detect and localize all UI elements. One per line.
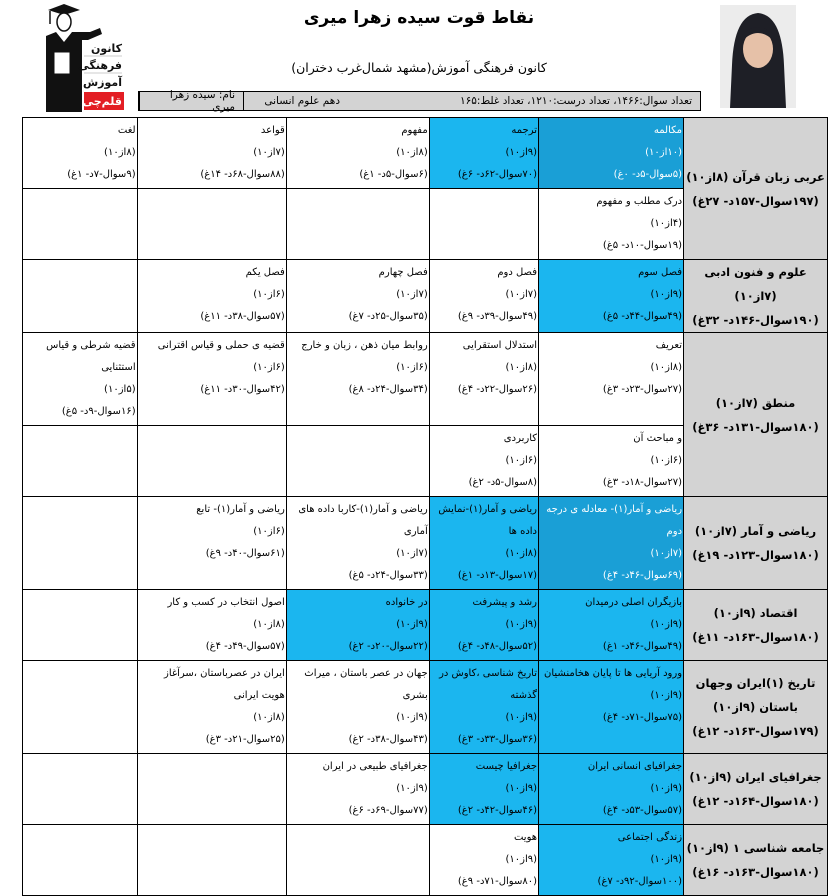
logo-text-2: فرهنگی xyxy=(78,59,122,72)
subject-row xyxy=(23,825,828,896)
subject-title: جغرافیای ایران (۹از۱۰) xyxy=(689,770,822,784)
empty-cell xyxy=(23,661,138,754)
empty-cell xyxy=(429,189,538,260)
student-info-bar xyxy=(138,91,701,111)
page-title: نقاط قوت سیده زهرا میری xyxy=(303,8,535,28)
subject-summary: (۱۹۰سوال-۱۴۶د- ۳۲غ) xyxy=(692,313,819,327)
topic-score: (۷از۱۰) xyxy=(650,548,683,559)
topic-cell xyxy=(286,118,429,189)
topic-name: جغرافیا چیست xyxy=(475,761,538,772)
topic-score: (۹از۱۰) xyxy=(505,147,538,158)
empty-cell xyxy=(23,260,138,333)
topic-name: ریاضی و آمار(۱)-نمایش داده ها xyxy=(438,504,538,537)
topic-cell xyxy=(137,260,286,333)
topic-name: فصل دوم xyxy=(497,267,538,278)
empty-cell xyxy=(286,189,429,260)
topic-score: (۷از۱۰) xyxy=(505,289,538,300)
topic-name: تعریف xyxy=(655,340,683,351)
topic-detail: (۲۲سوال-۲۰د- ۲غ) xyxy=(348,641,428,652)
topic-score: (۷از۱۰) xyxy=(396,548,428,559)
topic-cell xyxy=(286,590,429,661)
empty-cell xyxy=(137,754,286,825)
topic-score: (۹از۱۰) xyxy=(650,854,683,865)
topic-name: ریاضی و آمار(۱)- معادله ی درجه دوم xyxy=(546,504,683,537)
topic-name: فصل سوم xyxy=(638,267,683,278)
topic-detail: (۵۷سوال-۳۸د- ۱۱غ) xyxy=(200,311,285,322)
topic-cell xyxy=(429,426,538,497)
topic-detail: (۷۰سوال-۶۲د- ۶غ) xyxy=(457,169,538,180)
topic-name: لغت xyxy=(117,125,136,136)
subject-title: تاریخ (۱)ایران وجهان باستان (۹از۱۰) xyxy=(695,676,816,714)
subject-header xyxy=(684,661,828,754)
topic-detail: (۵۷سوال-۵۳د- ۴غ) xyxy=(602,805,683,816)
subject-header xyxy=(684,497,828,590)
topic-detail: (۸۰سوال-۷۱د- ۹غ) xyxy=(457,876,538,887)
topic-cell xyxy=(539,754,684,825)
topic-name: روابط میان ذهن ، زبان و خارج xyxy=(301,340,428,351)
topic-detail: (۴۲سوال-۳۰د- ۱۱غ) xyxy=(200,384,285,395)
topic-score: (۹از۱۰) xyxy=(650,783,683,794)
subject-row xyxy=(23,497,828,590)
subject-row xyxy=(23,661,828,754)
subject-row xyxy=(23,754,828,825)
topic-detail: (۸۸سوال-۶۸د- ۱۴غ) xyxy=(200,169,285,180)
topic-cell xyxy=(539,333,684,426)
topic-name: زندگی اجتماعی xyxy=(617,832,683,843)
topic-name: درک مطلب و مفهوم xyxy=(596,196,683,207)
topic-score: (۸از۱۰) xyxy=(650,362,683,373)
subject-title: علوم و فنون ادبی (۷از۱۰) xyxy=(704,265,807,303)
empty-cell xyxy=(286,825,429,896)
topic-score: (۹از۱۰) xyxy=(396,712,428,723)
empty-cell xyxy=(23,590,138,661)
topic-name: تاریخ شناسی ،کاوش در گذشته xyxy=(439,668,538,701)
topic-score: (۸از۱۰) xyxy=(396,147,428,158)
subject-header xyxy=(684,754,828,825)
topic-detail: (۱۶سوال-۹د- ۵غ) xyxy=(61,406,136,417)
topic-cell xyxy=(429,754,538,825)
topic-cell xyxy=(429,497,538,590)
topic-score: (۸از۱۰) xyxy=(505,548,538,559)
topic-detail: (۲۶سوال-۲۲د- ۴غ) xyxy=(457,384,538,395)
empty-cell xyxy=(23,189,138,260)
topic-detail: (۴۳سوال-۳۸د- ۲غ) xyxy=(348,734,428,745)
topic-score: (۱۰از۱۰) xyxy=(645,147,683,158)
topic-name: هویت xyxy=(513,832,538,843)
topic-cell xyxy=(539,426,684,497)
topic-score: (۶از۱۰) xyxy=(253,526,285,537)
subject-row xyxy=(23,590,828,661)
topic-cell xyxy=(137,118,286,189)
topic-detail: (۴۶سوال-۴۲د- ۲غ) xyxy=(457,805,538,816)
topic-score: (۴از۱۰) xyxy=(650,218,683,229)
topic-name: فصل یکم xyxy=(245,267,285,278)
topic-cell xyxy=(429,590,538,661)
strengths-table xyxy=(22,117,828,896)
subject-header xyxy=(684,333,828,497)
subject-summary: (۱۸۰سوال-۱۶۳د- ۱۱غ) xyxy=(692,630,819,644)
topic-score: (۶از۱۰) xyxy=(253,362,285,373)
topic-detail: (۶سوال-۵د- ۱غ) xyxy=(359,169,428,180)
topic-name: جغرافیای طبیعی در ایران xyxy=(322,761,428,772)
topic-detail: (۶۱سوال-۴۰د- ۹غ) xyxy=(205,548,285,559)
student-stats: تعداد سوال:۱۴۶۶، تعداد درست:۱۲۱۰، تعداد غلط:۱۶۵ xyxy=(460,95,692,107)
topic-detail: (۵۷سوال-۴۹د- ۴غ) xyxy=(205,641,285,652)
topic-cell xyxy=(539,189,684,260)
topic-detail: (۲۷سوال-۱۸د- ۳غ) xyxy=(602,477,683,488)
topic-score: (۸از۱۰) xyxy=(505,362,538,373)
topic-cell xyxy=(539,118,684,189)
subject-title: عربی زبان قرآن (۸از۱۰) xyxy=(686,169,825,184)
subject-summary: (۱۸۰سوال-۱۲۳د- ۱۹غ) xyxy=(692,548,819,562)
topic-cell xyxy=(539,260,684,333)
logo-text-1: کانون xyxy=(91,42,122,55)
topic-cell xyxy=(137,661,286,754)
topic-name: قواعد xyxy=(260,125,285,136)
subject-row xyxy=(23,260,828,333)
subject-summary: (۱۹۷سوال-۱۵۷د- ۲۷غ) xyxy=(692,193,819,208)
topic-detail: (۴۹سوال-۴۴د- ۵غ) xyxy=(602,311,683,322)
topic-name: جغرافیای انسانی ایران xyxy=(587,761,683,772)
topic-detail: (۳۳سوال-۲۴د- ۵غ) xyxy=(348,570,428,581)
topic-cell xyxy=(429,118,538,189)
topic-score: (۹از۱۰) xyxy=(505,712,538,723)
topic-name: فصل چهارم xyxy=(378,267,428,278)
topic-score: (۵از۱۰) xyxy=(104,384,136,395)
topic-score: (۹از۱۰) xyxy=(396,783,428,794)
topic-cell xyxy=(23,333,138,426)
topic-name: در خانواده xyxy=(385,597,428,608)
topic-cell xyxy=(286,497,429,590)
subject-header xyxy=(684,590,828,661)
topic-cell xyxy=(539,825,684,896)
topic-cell xyxy=(137,333,286,426)
topic-name: مفهوم xyxy=(401,125,428,136)
topic-cell xyxy=(539,497,684,590)
topic-detail: (۴۹سوال-۳۹د- ۹غ) xyxy=(457,311,538,322)
topic-detail: (۳۶سوال-۳۳د- ۳غ) xyxy=(457,734,538,745)
topic-score: (۸از۱۰) xyxy=(253,619,285,630)
topic-score: (۷از۱۰) xyxy=(396,289,428,300)
topic-score: (۶از۱۰) xyxy=(650,455,683,466)
topic-name: ورود آریایی ها تا پایان هخامنشیان xyxy=(544,668,683,679)
subject-header xyxy=(684,118,828,260)
topic-score: (۹از۱۰) xyxy=(650,619,683,630)
topic-detail: (۵سوال-۵د- ۰غ) xyxy=(613,169,683,180)
topic-detail: (۸سوال-۵د- ۲غ) xyxy=(468,477,538,488)
topic-score: (۹از۱۰) xyxy=(650,690,683,701)
topic-name: رشد و پیشرفت xyxy=(472,597,538,608)
topic-score: (۹از۱۰) xyxy=(505,783,538,794)
topic-detail: (۹سوال-۷د- ۱غ) xyxy=(67,169,136,180)
topic-cell xyxy=(286,754,429,825)
topic-cell xyxy=(539,590,684,661)
empty-cell xyxy=(137,426,286,497)
logo-text-3: آموزش xyxy=(83,76,122,89)
topic-detail: (۲۷سوال-۲۳د- ۳غ) xyxy=(602,384,683,395)
topic-cell xyxy=(286,661,429,754)
topic-score: (۸از۱۰) xyxy=(104,147,136,158)
topic-cell xyxy=(539,661,684,754)
topic-name: جهان در عصر باستان ، میراث بشری xyxy=(304,668,428,701)
subject-summary: (۱۸۰سوال-۱۶۳د- ۱۶غ) xyxy=(692,865,819,879)
student-name: نام: سیده زهرا میری xyxy=(139,92,243,110)
empty-cell xyxy=(286,426,429,497)
empty-cell xyxy=(23,754,138,825)
topic-name: ریاضی و آمار(۱)- تابع xyxy=(196,504,285,515)
topic-detail: (۷۵سوال-۷۱د- ۴غ) xyxy=(602,712,683,723)
student-photo xyxy=(720,5,796,108)
topic-name: قضیه ی حملی و قیاس اقترانی xyxy=(157,340,285,351)
topic-cell xyxy=(429,825,538,896)
topic-name: ترجمه xyxy=(511,125,538,136)
subject-row xyxy=(23,333,828,426)
kanoon-logo xyxy=(38,2,124,112)
topic-name: استدلال استقرایی xyxy=(462,340,538,351)
topic-detail: (۶۹سوال-۴۶د- ۴غ) xyxy=(602,570,683,581)
topic-score: (۶از۱۰) xyxy=(396,362,428,373)
topic-score: (۹از۱۰) xyxy=(505,854,538,865)
empty-cell xyxy=(23,426,138,497)
logo-text-4: قلم‌چی xyxy=(82,95,122,108)
topic-cell xyxy=(429,333,538,426)
topic-cell xyxy=(137,497,286,590)
student-grade: دهم علوم انسانی xyxy=(243,92,348,110)
topic-detail: (۱۹سوال-۱۰د- ۵غ) xyxy=(602,240,683,251)
topic-cell xyxy=(429,260,538,333)
topic-score: (۸از۱۰) xyxy=(253,712,285,723)
topic-cell xyxy=(286,260,429,333)
page-subtitle: کانون فرهنگی آموزش(مشهد شمال‌غرب دختران) xyxy=(291,60,547,75)
topic-score: (۹از۱۰) xyxy=(396,619,428,630)
topic-score: (۹از۱۰) xyxy=(505,619,538,630)
topic-name: ایران در عصرباستان ،سرآغاز هویت ایرانی xyxy=(164,668,285,701)
topic-score: (۶از۱۰) xyxy=(253,289,285,300)
topic-name: بازیگران اصلی درمیدان xyxy=(585,597,683,608)
topic-detail: (۷۷سوال-۶۹د- ۶غ) xyxy=(348,805,428,816)
subject-summary: (۱۸۰سوال-۱۳۱د- ۳۶غ) xyxy=(692,419,819,434)
topic-name: مکالمه xyxy=(653,125,683,136)
topic-cell xyxy=(137,590,286,661)
topic-name: قضیه شرطی و قیاس استثنایی xyxy=(46,340,136,373)
graduate-figure-icon xyxy=(38,2,124,112)
topic-name: و مباحث آن xyxy=(633,433,683,444)
empty-cell xyxy=(23,825,138,896)
subject-title: اقتصاد (۹از۱۰) xyxy=(713,606,798,620)
topic-cell xyxy=(429,661,538,754)
topic-score: (۶از۱۰) xyxy=(505,455,538,466)
topic-detail: (۳۴سوال-۲۴د- ۸غ) xyxy=(348,384,428,395)
topic-score: (۹از۱۰) xyxy=(650,289,683,300)
topic-cell xyxy=(286,333,429,426)
topic-name: کاربردی xyxy=(503,433,538,444)
topic-detail: (۲۵سوال-۲۱د- ۳غ) xyxy=(205,734,285,745)
subject-header xyxy=(684,825,828,896)
subject-row xyxy=(23,118,828,189)
subject-title: جامعه شناسی ۱ (۹از۱۰) xyxy=(686,841,825,855)
topic-detail: (۵۲سوال-۴۸د- ۴غ) xyxy=(457,641,538,652)
topic-detail: (۳۵سوال-۲۵د- ۷غ) xyxy=(348,311,428,322)
topic-detail: (۱۰۰سوال-۹۲د- ۷غ) xyxy=(597,876,683,887)
topic-detail: (۱۷سوال-۱۳د- ۱غ) xyxy=(457,570,538,581)
topic-cell xyxy=(23,118,138,189)
topic-name: اصول انتخاب در کسب و کار xyxy=(167,597,285,608)
empty-cell xyxy=(137,189,286,260)
topic-score: (۷از۱۰) xyxy=(253,147,285,158)
topic-name: ریاضی و آمار(۱)-کاربا داده های آماری xyxy=(298,504,428,537)
topic-detail: (۴۹سوال-۴۶د- ۱غ) xyxy=(602,641,683,652)
empty-cell xyxy=(137,825,286,896)
subject-title: منطق (۷از۱۰) xyxy=(715,395,796,410)
subject-summary: (۱۷۹سوال-۱۶۳د- ۱۲غ) xyxy=(692,724,819,738)
subject-summary: (۱۸۰سوال-۱۶۴د- ۱۲غ) xyxy=(692,794,819,808)
subject-header xyxy=(684,260,828,333)
subject-title: ریاضی و آمار (۷از۱۰) xyxy=(694,524,817,538)
empty-cell xyxy=(23,497,138,590)
student-portrait-icon xyxy=(720,5,796,108)
